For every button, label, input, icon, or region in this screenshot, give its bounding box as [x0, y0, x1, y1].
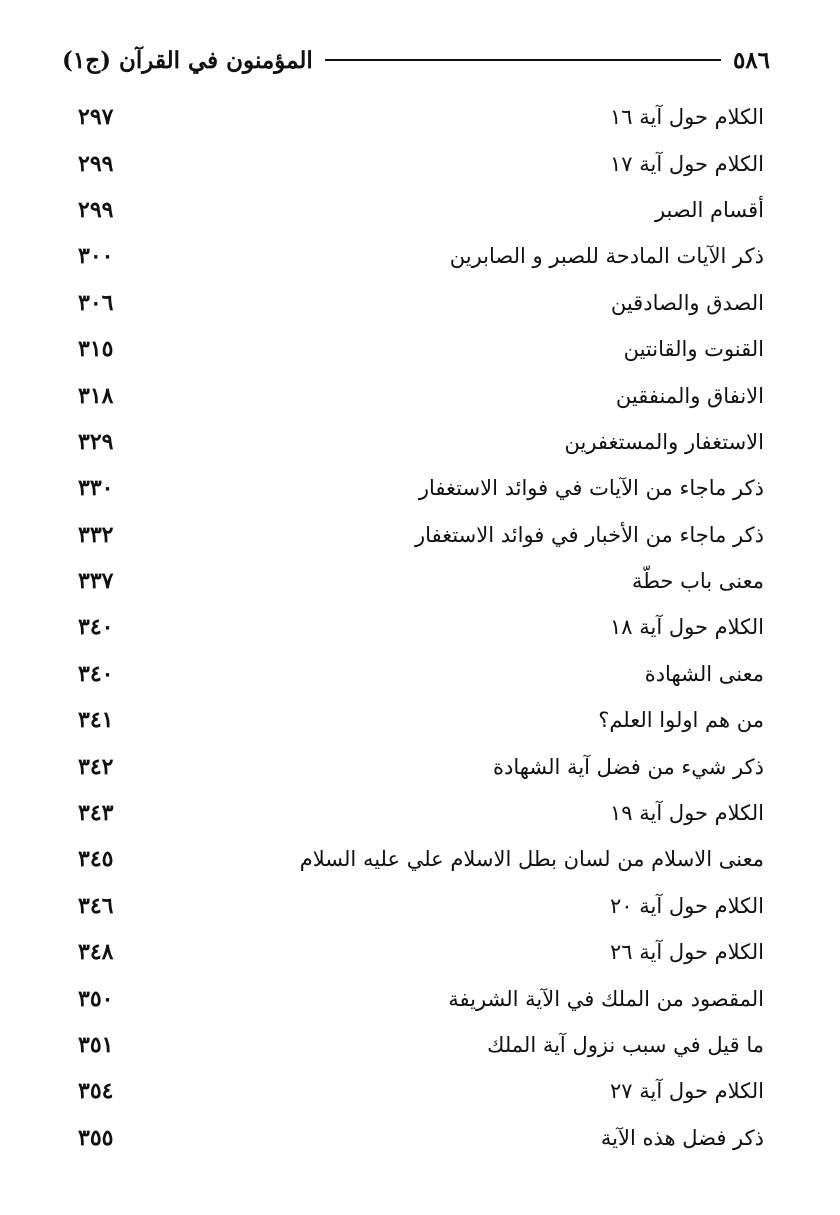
toc-entry	[78, 697, 764, 743]
toc-entry	[78, 1115, 764, 1161]
toc-entry-page: ٣٥٥	[78, 1124, 114, 1151]
toc-entry	[78, 604, 764, 650]
toc-entry-title: الكلام حول آية ٢٧	[610, 1079, 764, 1104]
toc-entry-page: ٣٤٥	[78, 846, 114, 873]
toc-entry	[78, 94, 764, 140]
toc-entry	[78, 465, 764, 511]
toc-entry-title: القنوت والقانتين	[623, 337, 764, 362]
toc-entry	[78, 326, 764, 372]
toc-entry-page: ٢٩٧	[78, 104, 114, 131]
toc-entry-page: ٣٤٢	[78, 753, 114, 780]
toc-entry-title: الاستغفار والمستغفرين	[564, 429, 764, 454]
toc-entry-page: ٣١٥	[78, 336, 114, 363]
toc-entry-page: ٣٤٨	[78, 939, 114, 966]
toc-entry-title: الكلام حول آية ١٩	[610, 801, 764, 826]
toc-entry	[78, 1068, 764, 1114]
toc-entry	[78, 187, 764, 233]
toc-entry-page: ٣٣٧	[78, 568, 114, 595]
toc-entry-title: معنى الاسلام من لسان بطل الاسلام علي عليه السلام	[299, 847, 764, 872]
toc-entry-title: الكلام حول آية ١٨	[610, 615, 764, 640]
toc-entry-title: معنى الشهادة	[644, 661, 764, 686]
toc-entry-title: ذكر ماجاء من الأخبار في فوائد الاستغفار	[415, 522, 764, 547]
toc-entry	[78, 558, 764, 604]
toc-entry	[78, 743, 764, 789]
toc-entry-title: من هم اولوا العلم؟	[598, 708, 764, 733]
header-rule	[325, 59, 721, 61]
page-number: ٥٨٦	[732, 46, 770, 74]
toc-entry-title: ذكر ماجاء من الآيات في فوائد الاستغفار	[418, 476, 764, 501]
toc-entry-title: معنى باب حطّة	[631, 569, 764, 594]
toc-entry-page: ٣٤٣	[78, 800, 114, 827]
toc-entry-title: المقصود من الملك في الآية الشريفة	[448, 986, 764, 1011]
toc-entry	[78, 140, 764, 186]
toc-entry	[78, 975, 764, 1021]
toc-entry-title: ذكر فضل هذه الآية	[600, 1125, 764, 1150]
toc-entry-page: ٢٩٩	[78, 196, 114, 223]
running-header	[62, 40, 770, 80]
toc-entry-title: الصدق والصادقين	[610, 290, 764, 315]
table-of-contents	[78, 94, 764, 1161]
toc-entry-page: ٣٥٠	[78, 985, 114, 1012]
toc-entry-page: ٣٥٤	[78, 1078, 114, 1105]
toc-entry-title: ذكر شيء من فضل آية الشهادة	[492, 754, 764, 779]
toc-entry-title: الكلام حول آية ١٧	[610, 151, 764, 176]
toc-entry	[78, 372, 764, 418]
toc-entry-page: ٣١٨	[78, 382, 114, 409]
toc-entry-page: ٣٣٠	[78, 475, 114, 502]
toc-entry	[78, 419, 764, 465]
toc-entry-title: الكلام حول آية ٢٠	[610, 893, 764, 918]
toc-entry-page: ٣٢٩	[78, 428, 114, 455]
toc-entry-page: ٣٤٦	[78, 892, 114, 919]
toc-entry	[78, 280, 764, 326]
toc-entry-page: ٣٣٢	[78, 521, 114, 548]
toc-entry-page: ٣٤١	[78, 707, 114, 734]
toc-entry-page: ٣٠٦	[78, 289, 114, 316]
toc-entry-title: الانفاق والمنفقين	[615, 383, 764, 408]
toc-entry	[78, 512, 764, 558]
toc-entry	[78, 790, 764, 836]
toc-entry	[78, 836, 764, 882]
toc-entry-title: أقسام الصبر	[654, 197, 764, 222]
toc-entry	[78, 883, 764, 929]
toc-entry	[78, 651, 764, 697]
toc-entry	[78, 233, 764, 279]
toc-entry-page: ٣٥١	[78, 1032, 114, 1058]
toc-entry-page: ٣٠٠	[78, 243, 114, 270]
toc-entry-title: ذكر الآيات المادحة للصبر و الصابرين	[449, 244, 764, 269]
toc-entry-page: ٣٤٠	[78, 660, 114, 687]
toc-entry-page: ٣٤٠	[78, 614, 114, 641]
toc-entry-title: ما قيل في سبب نزول آية الملك	[487, 1033, 764, 1057]
toc-entry	[78, 1022, 764, 1068]
toc-entry-title: الكلام حول آية ٢٦	[610, 940, 764, 965]
toc-entry-page: ٢٩٩	[78, 150, 114, 177]
toc-entry-title: الكلام حول آية ١٦	[610, 105, 764, 130]
running-header-title: المؤمنون في القرآن (ج١)	[62, 46, 313, 74]
toc-entry	[78, 929, 764, 975]
